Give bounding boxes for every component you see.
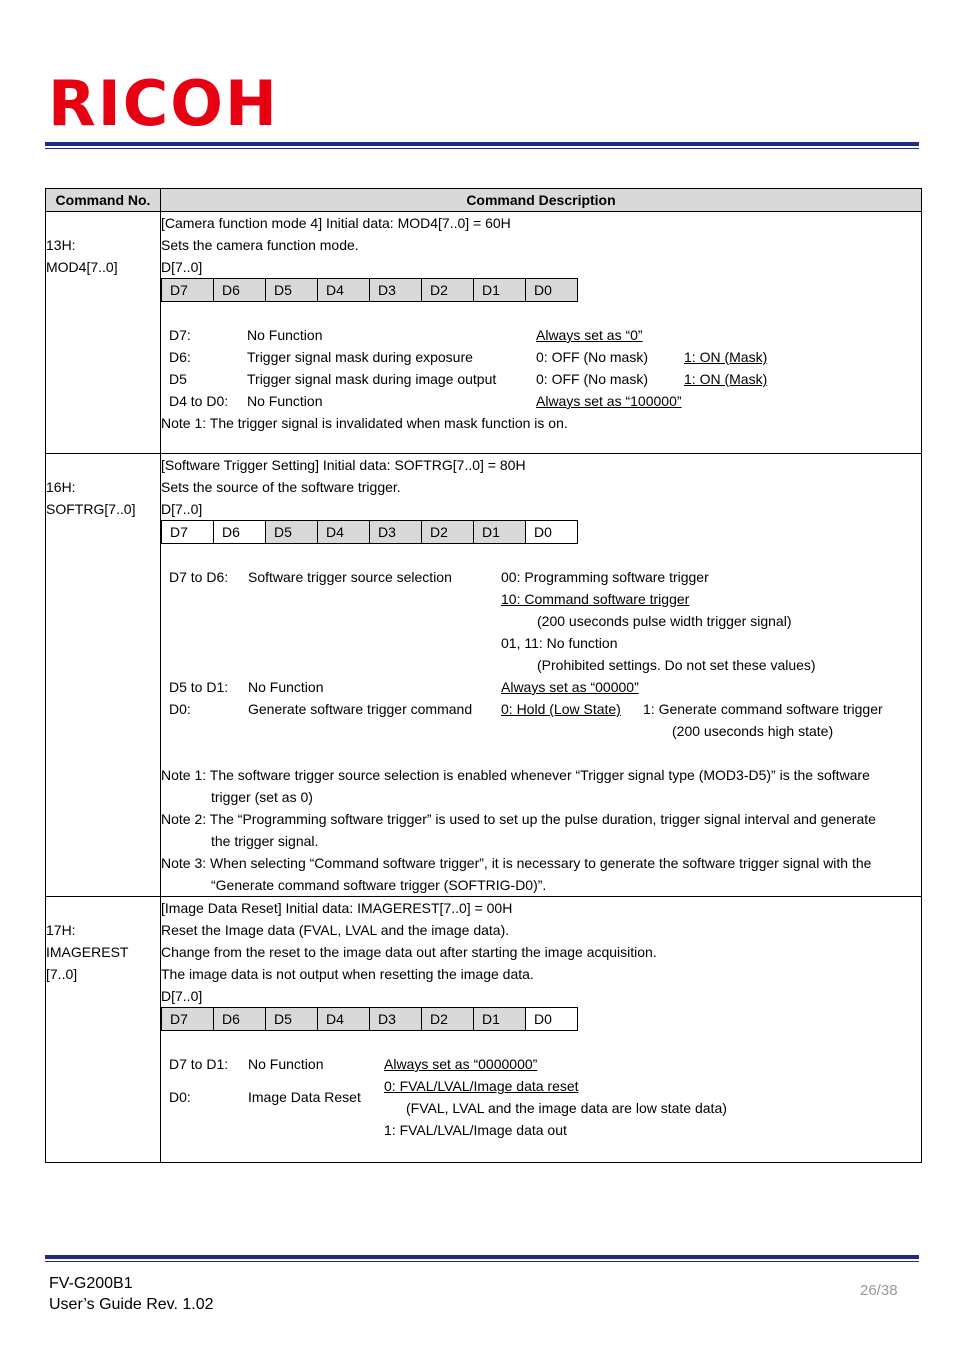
description-cell: [161, 454, 922, 897]
bit-function: Software trigger source selection: [248, 569, 452, 585]
bit-cell: D0: [526, 521, 578, 544]
command-register-range: [7..0]: [46, 966, 78, 982]
bit-map: [161, 1007, 578, 1031]
bit-label: D[7..0]: [161, 259, 203, 275]
table-header-row: [46, 189, 922, 212]
bit-id: D7 to D1:: [169, 1056, 229, 1072]
bit-cell: D7: [162, 521, 214, 544]
description-text: Change from the reset to the image data out after starting the image acquisition.: [161, 944, 657, 960]
bit-item: [161, 390, 921, 412]
note-text: Note 2: The “Programming software trigger” is used to set up the pulse duration, trigger signal interval and generate: [161, 811, 876, 827]
bit-id: D7 to D6:: [169, 569, 229, 585]
description-summary: Sets the camera function mode.: [161, 237, 359, 253]
note: Note 1: The trigger signal is invalidated when mask function is on.: [161, 415, 568, 431]
bit-cell: D1: [474, 1008, 526, 1031]
note: [161, 764, 921, 896]
page-number: 26/38: [860, 1282, 898, 1299]
header-rule-thin: [45, 148, 919, 149]
bit-map: [161, 520, 578, 544]
bit-cell: D2: [422, 521, 474, 544]
bit-cell: D7: [162, 1008, 214, 1031]
bit-item: [161, 698, 921, 720]
footer-model: FV-G200B1: [49, 1275, 133, 1292]
bit-id: D4 to D0:: [169, 393, 229, 409]
bit-option-row: [161, 654, 921, 676]
bit-option: Always set as “00000”: [501, 679, 639, 695]
footer-guide-title: User’s Guide Rev. 1.02: [49, 1296, 214, 1313]
description-text: Reset the Image data (FVAL, LVAL and the image data).: [161, 922, 510, 938]
bit-function: Trigger signal mask during image output: [247, 371, 497, 387]
bit-id: D5: [169, 371, 187, 387]
bit-option: 1: ON (Mask): [684, 371, 768, 387]
bit-function: No Function: [247, 327, 323, 343]
bit-option-row: [161, 1097, 921, 1119]
bit-option-row: [161, 632, 921, 654]
bit-option: 0: FVAL/LVAL/Image data reset: [384, 1078, 579, 1094]
bit-cell: D5: [266, 521, 318, 544]
bit-option: 01, 11: No function: [501, 635, 618, 651]
bit-id: D0:: [169, 1089, 191, 1105]
bit-map: [161, 278, 578, 302]
table-row: [46, 212, 922, 454]
footer-rule: [45, 1255, 919, 1259]
bit-option: 0: OFF (No mask): [536, 371, 649, 387]
note-text: “Generate command software trigger (SOFTRIG-D0)”.: [211, 877, 547, 893]
command-register: IMAGEREST: [46, 944, 129, 960]
bit-label: D[7..0]: [161, 988, 203, 1004]
bit-item: [161, 346, 921, 368]
bit-option: 0: OFF (No mask): [536, 349, 649, 365]
bit-option: Always set as “100000”: [536, 393, 682, 409]
svg-text:RICOH: RICOH: [48, 70, 279, 130]
bit-option: Always set as “0000000”: [384, 1056, 538, 1072]
bit-item: [161, 368, 921, 390]
bit-option-row: [161, 610, 921, 632]
bit-item: [161, 676, 921, 698]
bit-cell: D5: [266, 279, 318, 302]
description-text: The image data is not output when resetting the image data.: [161, 966, 534, 982]
bit-cell: D0: [526, 1008, 578, 1031]
command-number: 13H:: [46, 237, 76, 253]
bit-option-detail: (FVAL, LVAL and the image data are low state data): [406, 1100, 727, 1116]
bit-option: 1: Generate command software trigger: [643, 701, 883, 717]
bit-cell: D2: [422, 279, 474, 302]
description-cell: [161, 897, 922, 1163]
bit-cell: D3: [370, 279, 422, 302]
command-number: 17H:: [46, 922, 76, 938]
bit-cell: D4: [318, 1008, 370, 1031]
bit-function: Image Data Reset: [248, 1089, 361, 1105]
bit-cell: D4: [318, 521, 370, 544]
bit-cell: D6: [214, 1008, 266, 1031]
bit-id: D6:: [169, 349, 191, 365]
bit-cell: D1: [474, 279, 526, 302]
bit-id: D5 to D1:: [169, 679, 229, 695]
bit-label: D[7..0]: [161, 501, 203, 517]
note-text: Note 1: The software trigger source selection is enabled whenever “Trigger signal type (MOD3-D5)” is the software: [161, 767, 870, 783]
bit-cell: D0: [526, 279, 578, 302]
bit-option: 0: Hold (Low State): [501, 701, 621, 717]
description-title: [Software Trigger Setting] Initial data: SOFTRG[7..0] = 80H: [161, 457, 526, 473]
column-header-description: Command Description: [161, 189, 922, 212]
bit-cell: D6: [214, 279, 266, 302]
bit-item: [161, 324, 921, 346]
bit-option: Always set as “0”: [536, 327, 643, 343]
description-title: [Camera function mode 4] Initial data: MOD4[7..0] = 60H: [161, 215, 511, 231]
note-text: trigger (set as 0): [211, 789, 313, 805]
header-rule: [45, 142, 919, 146]
bit-function: No Function: [248, 679, 324, 695]
command-cell: [46, 454, 161, 897]
description-cell: [161, 212, 922, 454]
note-text: Note 3: When selecting “Command software trigger”, it is necessary to generate the software trigger signal with the: [161, 855, 872, 871]
command-table: [45, 188, 922, 1163]
bit-id: D0:: [169, 701, 191, 717]
bit-cell: D3: [370, 1008, 422, 1031]
description-summary: Sets the source of the software trigger.: [161, 479, 401, 495]
bit-function: Generate software trigger command: [248, 701, 473, 717]
bit-cell: D1: [474, 521, 526, 544]
command-cell: [46, 212, 161, 454]
bit-option: 1: ON (Mask): [684, 349, 768, 365]
bit-cell: D4: [318, 279, 370, 302]
footer-rule-thin: [45, 1261, 919, 1262]
bit-option-row: [161, 588, 921, 610]
bit-item: [161, 566, 921, 588]
bit-function: No Function: [247, 393, 323, 409]
column-header-command: Command No.: [46, 189, 161, 212]
bit-cell: D3: [370, 521, 422, 544]
bit-cell: D2: [422, 1008, 474, 1031]
table-row: [46, 897, 922, 1163]
bit-cell: D7: [162, 279, 214, 302]
bit-function: No Function: [248, 1056, 324, 1072]
bit-cell: D6: [214, 521, 266, 544]
bit-option: 00: Programming software trigger: [501, 569, 709, 585]
bit-option: 10: Command software trigger: [501, 591, 690, 607]
ricoh-logo: [48, 70, 288, 133]
bit-cell: D5: [266, 1008, 318, 1031]
bit-function: Trigger signal mask during exposure: [247, 349, 473, 365]
command-cell: [46, 897, 161, 1163]
bit-option-detail: (200 useconds high state): [672, 723, 834, 739]
command-number: 16H:: [46, 479, 76, 495]
bit-option-row: [161, 720, 921, 742]
bit-option-row: [161, 1119, 921, 1141]
bit-option: 1: FVAL/LVAL/Image data out: [384, 1122, 567, 1138]
description-title: [Image Data Reset] Initial data: IMAGEREST[7..0] = 00H: [161, 900, 513, 916]
bit-option-detail: (200 useconds pulse width trigger signal): [537, 613, 792, 629]
bit-option-detail: (Prohibited settings. Do not set these values): [537, 657, 816, 673]
bit-item: [161, 1053, 921, 1075]
table-row: [46, 454, 922, 897]
command-register: MOD4[7..0]: [46, 259, 118, 275]
command-register: SOFTRG[7..0]: [46, 501, 136, 517]
bit-id: D7:: [169, 327, 191, 343]
note-text: the trigger signal.: [211, 833, 319, 849]
